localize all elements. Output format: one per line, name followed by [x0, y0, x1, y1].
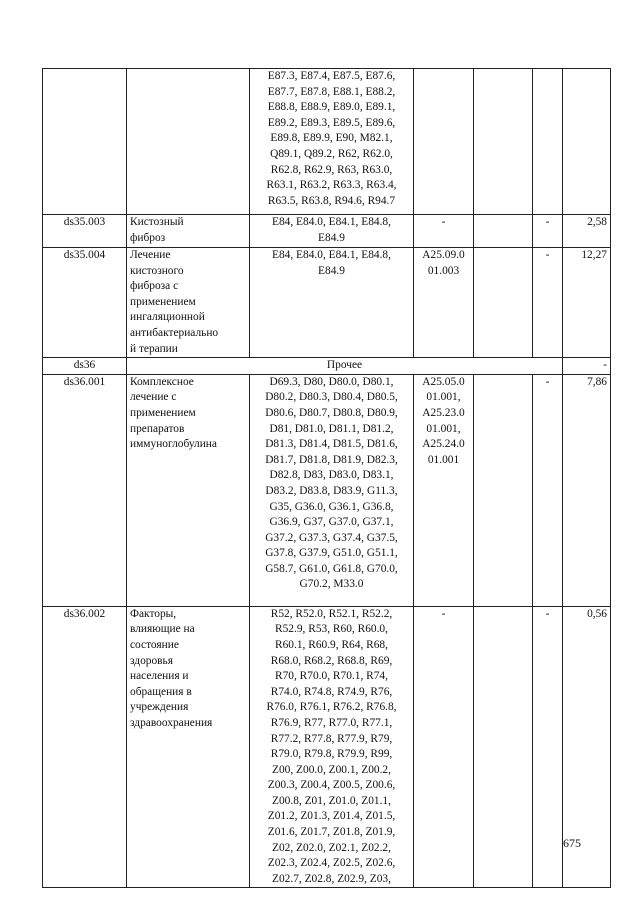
text-line: состояние	[130, 638, 179, 651]
section-coefficient: -	[563, 358, 611, 375]
text-line: E84, E84.0, E84.1, E84.8,	[272, 216, 391, 228]
text-line: 01.003	[427, 264, 460, 277]
text-line: E84.9	[318, 264, 345, 277]
text-line: Лечение	[130, 249, 171, 261]
table-row	[43, 606, 611, 888]
extra-criteria	[474, 248, 533, 358]
diagnosis-codes	[250, 374, 414, 606]
text-line: R76.0, R76.1, R76.2, R76.8,	[266, 701, 397, 714]
text-line: здоровья	[130, 654, 173, 667]
text-line: применением	[130, 295, 196, 308]
text-line: R52, R52.0, R52.1, R52.2,	[270, 607, 393, 620]
group-code: ds36.002	[43, 606, 127, 888]
text-line: Z01.6, Z01.7, Z01.8, Z01.9,	[267, 826, 396, 839]
text-line: учреждения	[130, 701, 189, 714]
text-line: R70, R70.0, R70.1, R74,	[275, 670, 388, 683]
text-line: Z01.2, Z01.3, Z01.4, Z01.5,	[267, 810, 396, 823]
text-line: G58.7, G61.0, G61.8, G70.0,	[265, 562, 398, 575]
group-name	[127, 248, 250, 358]
diagnosis-codes	[250, 606, 414, 888]
section-row	[43, 358, 611, 375]
text-line: D83.2, D83.8, D83.9, G11.3,	[265, 484, 398, 497]
text-line: E87.3, E87.4, E87.5, E87.6,	[267, 70, 396, 82]
text-line: -	[441, 607, 446, 620]
text-line: R63.1, R63.2, R63.3, R63.4,	[266, 179, 397, 192]
group-code: ds35.004	[43, 248, 127, 358]
text-line: R68.0, R68.2, R68.8, R69,	[270, 654, 393, 667]
text-line: R60.1, R60.9, R64, R68,	[275, 638, 388, 651]
section-title: Прочее	[127, 358, 563, 375]
extra-criteria	[474, 606, 533, 888]
text-line: R77.2, R77.8, R77.9, R79,	[270, 732, 393, 745]
text-line: препаратов	[130, 422, 185, 435]
text-line: D81.7, D81.8, D81.9, D82.3,	[265, 453, 398, 466]
procedure-codes	[414, 215, 474, 248]
text-line: применением	[130, 406, 196, 419]
group-code: ds35.003	[43, 215, 127, 248]
cost-coefficient: 7,86	[563, 374, 611, 606]
other-criteria: -	[533, 374, 563, 606]
table-body	[43, 69, 611, 888]
text-line: антибактериально	[130, 326, 219, 339]
group-name	[127, 374, 250, 606]
text-line: E84.9	[318, 231, 345, 244]
diagnosis-codes	[250, 215, 414, 248]
text-line: E84, E84.0, E84.1, E84.8,	[272, 249, 391, 261]
other-criteria: -	[533, 606, 563, 888]
text-line: G36.9, G37, G37.0, G37.1,	[269, 516, 394, 529]
other-criteria: -	[533, 248, 563, 358]
text-line: D69.3, D80, D80.0, D80.1,	[269, 375, 394, 388]
extra-criteria	[474, 69, 533, 215]
text-line: 01.001,	[426, 391, 461, 404]
group-code: ds36.001	[43, 374, 127, 606]
table-row	[43, 69, 611, 215]
group-code	[43, 69, 127, 215]
text-line: D81, D81.0, D81.1, D81.2,	[269, 422, 394, 435]
diagnosis-codes	[250, 248, 414, 358]
text-line: R63.5, R63.8, R94.6, R94.7	[267, 194, 396, 207]
extra-criteria	[474, 374, 533, 606]
text-line: R76.9, R77, R77.0, R77.1,	[270, 716, 393, 729]
text-line: -	[441, 216, 446, 228]
text-line: G70.2, M33.0	[299, 578, 364, 591]
procedure-codes	[414, 248, 474, 358]
group-name	[127, 69, 250, 215]
text-line: влияющие на	[130, 623, 195, 636]
text-line: D82.8, D83, D83.0, D83.1,	[269, 469, 394, 482]
cost-coefficient: 0,56	[563, 606, 611, 888]
text-line: A25.05.0	[422, 375, 465, 388]
tariff-table	[42, 68, 611, 888]
text-line: Z02.3, Z02.4, Z02.5, Z02.6,	[267, 857, 396, 870]
table-row	[43, 374, 611, 606]
text-line: A25.23.0	[422, 406, 465, 419]
text-line: R74.0, R74.8, R74.9, R76,	[270, 685, 393, 698]
table-row	[43, 215, 611, 248]
text-line: E89.8, E89.9, E90, M82.1,	[270, 132, 393, 145]
page-number: 675	[563, 836, 581, 850]
text-line: населения и	[130, 670, 189, 683]
text-line: A25.09.0	[422, 249, 465, 261]
text-line: здравоохранения	[130, 716, 213, 729]
text-line: G35, G36.0, G36.1, G36.8,	[269, 500, 394, 513]
extra-criteria	[474, 215, 533, 248]
text-line: лечение с	[130, 391, 177, 404]
text-line: Кистозный	[130, 216, 184, 228]
text-line: R79.0, R79.8, R79.9, R99,	[270, 748, 393, 761]
table-row	[43, 248, 611, 358]
other-criteria: -	[533, 215, 563, 248]
text-line: Комплексное	[130, 375, 194, 388]
text-line: Z02.7, Z02.8, Z02.9, Z03,	[272, 872, 391, 885]
text-line: E89.2, E89.3, E89.5, E89.6,	[267, 116, 396, 129]
text-line: Z02, Z02.0, Z02.1, Z02.2,	[272, 841, 391, 854]
text-line: Z00.3, Z00.4, Z00.5, Z00.6,	[267, 779, 396, 792]
text-line: R52.9, R53, R60, R60.0,	[275, 623, 388, 636]
text-line: обращения в	[130, 685, 192, 698]
procedure-codes	[414, 69, 474, 215]
text-line: кистозного	[130, 264, 184, 277]
section-code: ds36	[43, 358, 127, 375]
text-line: Q89.1, Q89.2, R62, R62.0,	[270, 147, 393, 160]
text-line: 01.001	[427, 453, 460, 466]
text-line: G37.8, G37.9, G51.0, G51.1,	[265, 547, 398, 560]
text-line: Z00.8, Z01, Z01.0, Z01.1,	[272, 794, 391, 807]
cost-coefficient: 2,58	[563, 215, 611, 248]
text-line: E87.7, E87.8, E88.1, E88.2,	[267, 85, 396, 98]
text-line: ингаляционной	[130, 311, 205, 324]
text-line: G37.2, G37.3, G37.4, G37.5,	[265, 531, 398, 544]
procedure-codes	[414, 374, 474, 606]
group-name	[127, 606, 250, 888]
text-line: R62.8, R62.9, R63, R63.0,	[270, 163, 393, 176]
procedure-codes	[414, 606, 474, 888]
text-line: D81.3, D81.4, D81.5, D81.6,	[265, 438, 398, 451]
text-line: 01.001,	[426, 422, 461, 435]
diagnosis-codes	[250, 69, 414, 215]
text-line: фиброза с	[130, 280, 179, 293]
cost-coefficient: 12,27	[563, 248, 611, 358]
text-line: D80.6, D80.7, D80.8, D80.9,	[265, 406, 398, 419]
text-line: фиброз	[130, 231, 166, 244]
text-line: й терапии	[130, 342, 178, 355]
cost-coefficient	[563, 69, 611, 215]
text-line: E88.8, E88.9, E89.0, E89.1,	[267, 101, 396, 114]
text-line: A25.24.0	[422, 438, 465, 451]
text-line: Факторы,	[130, 607, 177, 620]
group-name	[127, 215, 250, 248]
other-criteria	[533, 69, 563, 215]
text-line: D80.2, D80.3, D80.4, D80.5,	[265, 391, 398, 404]
text-line: иммуноглобулина	[130, 438, 217, 451]
text-line: Z00, Z00.0, Z00.1, Z00.2,	[272, 763, 391, 776]
